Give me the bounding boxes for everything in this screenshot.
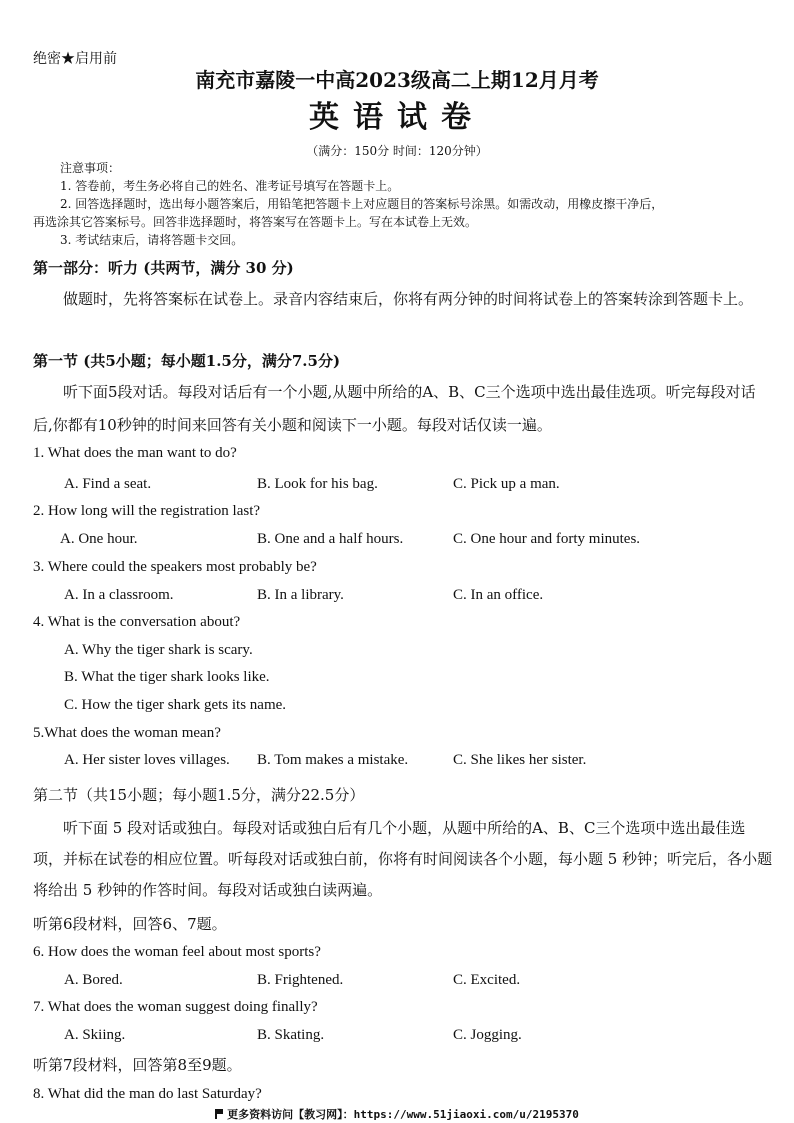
question-7: 7. What does the woman suggest doing finally? (33, 999, 318, 1015)
q7-option-b: B. Skating. (257, 1027, 325, 1043)
q7-option-a: A. Skiing. (64, 1027, 126, 1043)
section1-heading: 第一节 (共5小题；每小题1.5分，满分7.5分) (33, 352, 341, 370)
q4-option-c: C. How the tiger shark gets its name. (64, 697, 287, 713)
part1-instruction: 做题时，先将答案标在试卷上。录音内容结束后，你将有两分钟的时间将试卷上的答案转涂到答题卡上。 (63, 290, 754, 308)
q6-option-a: A. Bored. (64, 972, 123, 988)
footer-link[interactable] (0, 1106, 794, 1122)
notice-item-2-cont: 再选涂其它答案标号。回答非选择题时，将答案写在答题卡上。写在本试卷上无效。 (33, 215, 478, 229)
question-1: 1. What does the man want to do? (33, 445, 237, 461)
q3-option-c: C. In an office. (453, 587, 544, 603)
exam-title: 南充市嘉陵一中高2023级高二上期12月月考 (195, 68, 599, 92)
notice-item-1: 1. 答卷前，考生务必将自己的姓名、准考证号填写在答题卡上。 (60, 179, 400, 193)
question-2: 2. How long will the registration last? (33, 503, 261, 519)
q3-option-b: B. In a library. (257, 587, 344, 603)
q3-option-a: A. In a classroom. (64, 587, 174, 603)
part1-heading: 第一部分：听力 (共两节，满分 30 分) (33, 259, 294, 277)
section1-instruction: 听下面5段对话。每段对话后有一个小题,从题中所给的A、B、C三个选项中选出最佳选项。听完每段对话后,你都有10秒钟的时间来回答有关小题和阅读下一小题。每段对话仅读一遍。 (33, 383, 756, 434)
question-8: 8. What did the man do last Saturday? (33, 1086, 262, 1102)
q4-option-a: A. Why the tiger shark is scary. (64, 642, 253, 658)
question-5: 5.What does the woman mean? (33, 725, 221, 741)
question-3: 3. Where could the speakers most probably be? (33, 559, 317, 575)
footer-text: 更多资料访问【教习网】：https://www.51jiaoxi.com/u/2195370 (227, 1108, 579, 1121)
q5-option-a: A. Her sister loves villages. (64, 752, 230, 768)
notice-item-2: 2. 回答选择题时，选出每小题答案后，用铅笔把答题卡上对应题目的答案标号涂黑。如需改动，用橡皮擦干净后， (60, 197, 664, 211)
q5-option-c: C. She likes her sister. (453, 752, 587, 768)
q1-option-b: B. Look for his bag. (257, 476, 378, 492)
score-time-line: （满分：150分 时间：120分钟） (306, 144, 488, 158)
q5-option-b: B. Tom makes a mistake. (257, 752, 409, 768)
notice-heading: 注意事项： (60, 161, 121, 175)
question-4: 4. What is the conversation about? (33, 614, 241, 630)
q7-option-c: C. Jogging. (453, 1027, 522, 1043)
question-6: 6. How does the woman feel about most sports? (33, 944, 321, 960)
notice-item-3: 3. 考试结束后，请将答题卡交回。 (60, 233, 244, 247)
q2-option-c: C. One hour and forty minutes. (453, 531, 641, 547)
q2-option-a: A. One hour. (60, 531, 138, 547)
section2-heading: 第二节（共15小题；每小题1.5分，满分22.5分） (33, 786, 365, 804)
section2-instruction: 听下面 5 段对话或独白。每段对话或独白后有几个小题，从题中所给的A、B、C三个选项中选出最佳选项，并标在试卷的相应位置。听每段对话或独白前，你将有时间阅读各个小题，每小题 5 秒钟；听完后，各小题将给出 5 秒钟的作答时间。每段对话或独白读两遍。 (33, 819, 773, 899)
q1-option-a: A. Find a seat. (64, 476, 152, 492)
q4-option-b: B. What the tiger shark looks like. (64, 669, 270, 685)
confidential-label: 绝密★启用前 (33, 51, 117, 67)
q6-option-c: C. Excited. (453, 972, 521, 988)
exam-subject-title: 英语试卷 (309, 100, 485, 135)
q2-option-b: B. One and a half hours. (257, 531, 404, 547)
q6-option-b: B. Frightened. (257, 972, 344, 988)
q1-option-c: C. Pick up a man. (453, 476, 560, 492)
material-6-note: 听第6段材料，回答6、7题。 (33, 915, 227, 933)
material-7-note: 听第7段材料，回答第8至9题。 (33, 1056, 242, 1074)
flag-icon (215, 1109, 223, 1119)
